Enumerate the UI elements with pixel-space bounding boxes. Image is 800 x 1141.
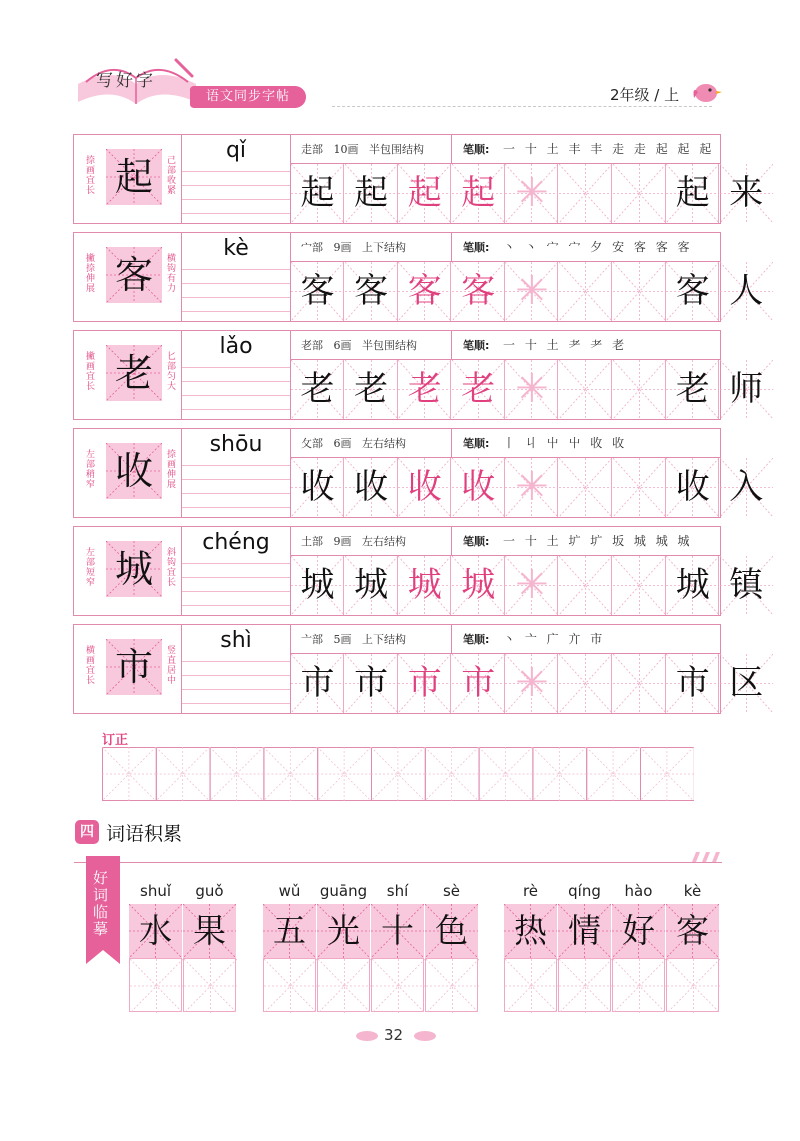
pinyin-guide-line [182,213,290,214]
tianzige-guides [184,959,237,1013]
practice-cell-empty[interactable] [559,262,612,321]
stroke-order-label: 笔顺: [463,437,490,450]
word-practice-cell[interactable] [666,958,719,1012]
pinyin-area [182,625,290,713]
stroke-order-label: 笔顺: [463,143,490,156]
tianzige-guides [613,458,666,517]
word-pinyin: shuǐ [140,882,171,900]
stroke-order: 丶 亠 广 亣 市 [503,632,606,646]
practice-cell[interactable] [505,458,558,517]
practice-cell [398,262,451,321]
model-char: 客 [114,253,153,297]
stroke-guide-icon: ✳ [515,170,549,216]
stroke-order-label: 笔顺: [463,633,490,646]
word-practice-cell[interactable] [129,958,182,1012]
practice-char: 起 [354,173,389,213]
practice-cell-empty[interactable] [613,360,666,419]
book-title: 写好字 [96,71,156,91]
practice-char: 客 [354,271,389,311]
practice-char: 城 [461,565,496,605]
pinyin-area [182,429,290,517]
word-pinyin: kè [683,882,702,900]
section-title: 词语积累 [106,823,183,845]
tianzige-guides [559,654,612,713]
practice-cell [398,458,451,517]
practice-cells [291,262,764,321]
char-info-row [291,429,720,458]
practice-cell [666,360,719,419]
word-char: 情 [568,911,601,950]
practice-cell [666,164,719,223]
practice-char: 城 [675,565,710,605]
char-practice-block [73,232,764,322]
pinyin-guide-line [182,577,290,578]
pinyin-guide-line [182,479,290,480]
word-char: 区 [729,663,764,703]
practice-cell-empty[interactable] [559,360,612,419]
pinyin-guide-line [182,297,290,298]
practice-cell [720,360,773,419]
pinyin-guide-line [182,605,290,606]
writing-tip-left: 左部稍窄 [84,449,94,489]
pinyin-area [182,135,290,223]
pinyin-guide-line [182,381,290,382]
practice-cell [720,458,773,517]
word-practice-cell[interactable] [612,958,665,1012]
pinyin-area [182,527,290,615]
char-practice-block [73,624,764,714]
divider [451,233,452,261]
radical-strokes-structure: 宀部 9画 上下结构 [301,241,406,254]
writing-tip-right: 斜钩宜长 [165,547,175,587]
model-char-box [106,639,162,695]
word-practice-cell[interactable] [504,958,557,1012]
practice-char: 收 [675,467,710,507]
practice-char: 客 [300,271,335,311]
practice-char: 收 [354,467,389,507]
practice-char: 市 [461,663,496,703]
tianzige-guides [426,959,479,1013]
tianzige-guides [264,959,317,1013]
pinyin-guide-line [182,465,290,466]
practice-cell [452,262,505,321]
practice-cell [666,654,719,713]
practice-char: 客 [461,271,496,311]
practice-cell [345,360,398,419]
practice-cells [291,458,764,517]
model-char-box [106,345,162,401]
pinyin-guide-line [182,591,290,592]
pinyin-guide-line [182,493,290,494]
pinyin-guide-line [182,395,290,396]
practice-cells [291,164,764,223]
pinyin-guide-line [182,311,290,312]
bird-icon [690,78,724,104]
writing-tip-right: 匕部匀大 [165,351,175,391]
practice-cell [398,164,451,223]
practice-cell [720,556,773,615]
tianzige-guides [667,959,720,1013]
practice-cell [452,360,505,419]
practice-char: 收 [407,467,442,507]
practice-cell [720,654,773,713]
word-char: 五 [273,911,306,950]
practice-cell-empty[interactable] [613,262,666,321]
practice-char: 客 [407,271,442,311]
pinyin-guide-line [182,675,290,676]
correction-label: 订正 [102,733,129,748]
stroke-guide-icon: ✳ [515,660,549,706]
word-char: 色 [435,911,468,950]
tianzige-guides [559,556,612,615]
practice-char: 城 [354,565,389,605]
stroke-guide-icon: ✳ [515,366,549,412]
char-practice-block [73,428,764,518]
subtitle-badge: 语文同步字帖 [190,86,306,108]
word-char: 来 [729,173,764,213]
practice-cell-empty[interactable] [613,458,666,517]
practice-char: 老 [461,369,496,409]
practice-cell [720,164,773,223]
word-char-cell [183,904,236,958]
practice-cell[interactable] [505,164,558,223]
word-practice-cell[interactable] [317,958,370,1012]
word-practice-cell[interactable] [263,958,316,1012]
practice-cell [345,556,398,615]
tianzige-guides [130,959,183,1013]
practice-cell [398,654,451,713]
word-char-cell [317,904,370,958]
practice-cell-empty[interactable] [613,164,666,223]
pinyin-guide-line [182,409,290,410]
divider [451,625,452,653]
stroke-order: 一 十 土 耂 耂 老 [503,338,628,352]
practice-char: 老 [407,369,442,409]
practice-cell [666,458,719,517]
practice-cell [291,164,344,223]
stroke-order: 丨 丩 屮 屮 收 收 [503,436,628,450]
practice-cells [291,654,764,713]
word-char: 水 [139,911,172,950]
word-char-cell [425,904,478,958]
tianzige-guides [372,959,425,1013]
pinyin-guide-line [182,661,290,662]
practice-cell-empty[interactable] [559,654,612,713]
pinyin-guide-line [182,185,290,186]
char-practice-block [73,134,764,224]
pinyin: shōu [209,432,263,457]
practice-cell[interactable] [505,262,558,321]
char-info-row [291,527,720,556]
stroke-order: 一 十 土 丰 丰 走 走 起 起 起 [503,142,715,156]
practice-cell [452,458,505,517]
practice-cell [291,360,344,419]
radical-strokes-structure: 亠部 5画 上下结构 [301,633,406,646]
divider [451,429,452,457]
practice-char: 市 [300,663,335,703]
word-char: 师 [729,369,764,409]
pinyin-guide-line [182,269,290,270]
tianzige-guides [559,360,612,419]
practice-char: 市 [354,663,389,703]
word-pinyin: qíng [568,882,601,900]
tianzige-guides [613,959,666,1013]
practice-cell [345,262,398,321]
char-info-row [291,331,720,360]
word-pinyin: hào [624,882,653,900]
grade-label: 2年级 / 上 [610,86,680,104]
char-practice-block [73,526,764,616]
word-char-cell [666,904,719,958]
practice-char: 市 [407,663,442,703]
word-char-cell [504,904,557,958]
writing-tip-left: 捺画宜长 [84,155,94,195]
practice-char: 起 [461,173,496,213]
radical-strokes-structure: 攵部 6画 左右结构 [301,437,406,450]
practice-cell-empty[interactable] [559,164,612,223]
stroke-order: 丶 丶 宀 宀 夕 安 客 客 客 [503,240,693,254]
practice-char: 老 [300,369,335,409]
divider [451,331,452,359]
word-pinyin: wǔ [278,882,301,900]
practice-char: 收 [461,467,496,507]
practice-char: 起 [407,173,442,213]
writing-tip-left: 撇画宜长 [84,351,94,391]
pinyin: kè [223,236,249,261]
writing-tip-left: 左部短窄 [84,547,94,587]
practice-cell [345,654,398,713]
pinyin-guide-line [182,367,290,368]
practice-cell [398,556,451,615]
stroke-order-label: 笔顺: [463,241,490,254]
char-info-row [291,625,720,654]
writing-tip-right: 捺画伸展 [165,449,175,489]
char-practice-block [73,330,764,420]
practice-char: 城 [407,565,442,605]
word-practice-cell[interactable] [183,958,236,1012]
practice-cell-empty[interactable] [613,556,666,615]
word-char: 镇 [729,565,764,605]
pinyin-guide-line [182,171,290,172]
stroke-guide-icon: ✳ [515,268,549,314]
tianzige-guides [559,959,612,1013]
practice-cell [452,556,505,615]
tianzige-guides [613,556,666,615]
page-number: 32 [384,1026,404,1044]
pinyin: lǎo [219,334,253,359]
word-char: 十 [381,911,414,950]
practice-char: 起 [300,173,335,213]
word-practice-cell[interactable] [425,958,478,1012]
pinyin-guide-line [182,199,290,200]
word-pinyin: sè [442,882,461,900]
model-char-box [106,541,162,597]
pinyin-guide-line [182,689,290,690]
practice-char: 收 [300,467,335,507]
word-char: 光 [327,911,360,950]
pinyin-guide-line [182,507,290,508]
char-info-row [291,135,720,164]
practice-char: 城 [300,565,335,605]
word-pinyin: guāng [319,882,368,900]
divider [451,135,452,163]
word-char: 客 [676,911,709,950]
writing-tip-right: 己部收紧 [165,155,175,195]
decor-stripes [690,852,722,862]
section-number-icon: 四 [75,820,99,844]
tianzige-guides [505,959,558,1013]
word-char-cell [612,904,665,958]
practice-cell [345,458,398,517]
stroke-order: 一 十 土 圹 圹 坂 城 城 城 [503,534,693,548]
model-char: 老 [114,351,153,395]
pinyin: chéng [202,530,270,555]
tianzige-guides [613,654,666,713]
word-char: 热 [514,911,547,950]
pinyin-guide-line [182,283,290,284]
practice-char: 客 [675,271,710,311]
practice-cell [291,654,344,713]
leaf-right-icon [414,1031,436,1041]
practice-cell [291,262,344,321]
practice-cell-empty[interactable] [559,458,612,517]
practice-cells [291,360,764,419]
practice-cell [291,458,344,517]
word-practice-cell[interactable] [371,958,424,1012]
practice-cell [345,164,398,223]
tianzige-guides [613,164,666,223]
leaf-left-icon [356,1031,378,1041]
stroke-order-label: 笔顺: [463,535,490,548]
word-char-cell [263,904,316,958]
word-char: 好 [622,911,655,950]
pinyin: qǐ [225,138,247,163]
writing-tip-right: 竖直居中 [165,645,175,685]
practice-cell[interactable] [505,654,558,713]
ribbon-label: 好词临摹 [91,870,109,938]
practice-cell[interactable] [505,556,558,615]
pinyin-guide-line [182,703,290,704]
practice-cells [291,556,764,615]
word-char: 果 [193,911,226,950]
stroke-order-label: 笔顺: [463,339,490,352]
model-char: 市 [114,645,153,689]
correction-grid[interactable] [102,747,694,801]
radical-strokes-structure: 走部 10画 半包围结构 [301,143,424,156]
model-char-box [106,149,162,205]
tianzige-guides [559,458,612,517]
header-divider [332,106,712,107]
word-practice-cell[interactable] [558,958,611,1012]
model-char-box [106,247,162,303]
stroke-guide-icon: ✳ [515,464,549,510]
tianzige-guides [318,959,371,1013]
pinyin-area [182,331,290,419]
stroke-guide-icon: ✳ [515,562,549,608]
word-char-cell [371,904,424,958]
practice-cell [666,556,719,615]
word-char-cell [558,904,611,958]
word-char: 入 [729,467,764,507]
char-info-row [291,233,720,262]
model-char: 城 [114,547,153,591]
word-pinyin: shí [386,882,409,900]
word-pinyin: guǒ [195,882,224,900]
tianzige-guides [613,360,666,419]
pinyin: shì [220,628,252,653]
word-char-cell [129,904,182,958]
practice-cell [452,164,505,223]
tianzige-guides [559,164,612,223]
practice-char: 老 [675,369,710,409]
model-char: 起 [114,155,153,199]
practice-cell [291,556,344,615]
tianzige-guides [613,262,666,321]
practice-cell-empty[interactable] [613,654,666,713]
word-char: 人 [729,271,764,311]
radical-strokes-structure: 土部 9画 左右结构 [301,535,406,548]
practice-cell [720,262,773,321]
tianzige-guides [559,262,612,321]
writing-tip-left: 横画宜长 [84,645,94,685]
practice-cell-empty[interactable] [559,556,612,615]
pinyin-guide-line [182,563,290,564]
practice-cell [452,654,505,713]
writing-tip-right: 横钩有力 [165,253,175,293]
model-char-box [106,443,162,499]
pinyin-area [182,233,290,321]
radical-strokes-structure: 老部 6画 半包围结构 [301,339,417,352]
practice-char: 市 [675,663,710,703]
practice-cell[interactable] [505,360,558,419]
practice-char: 老 [354,369,389,409]
practice-cell [398,360,451,419]
model-char: 收 [114,449,153,493]
word-pinyin: rè [522,882,539,900]
writing-tip-left: 撇捺伸展 [84,253,94,293]
divider [451,527,452,555]
practice-char: 起 [675,173,710,213]
practice-cell [666,262,719,321]
